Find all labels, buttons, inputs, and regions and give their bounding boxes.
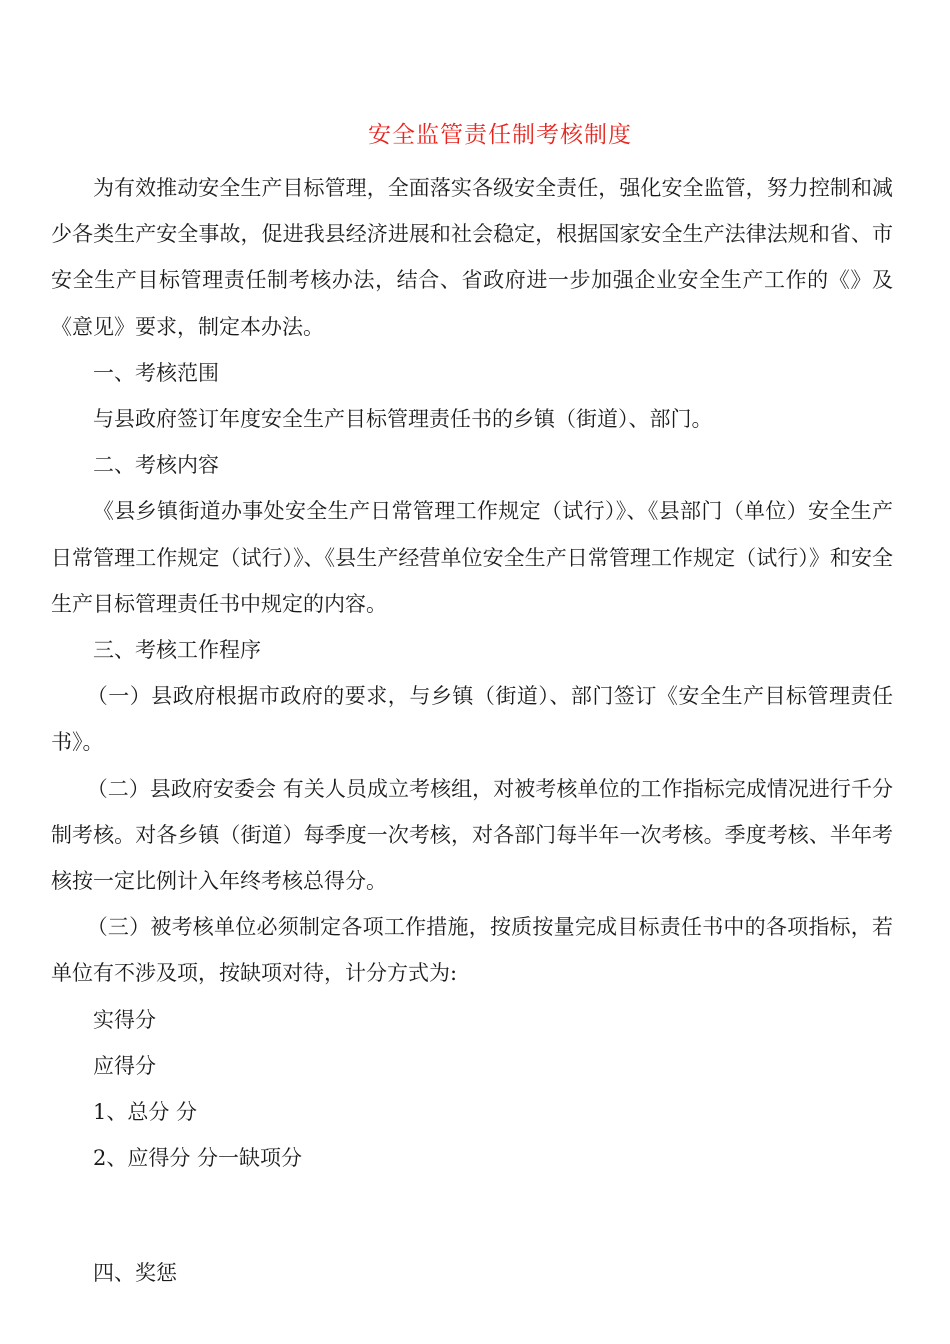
- section-heading-rewards: 四、奖惩: [93, 1261, 177, 1286]
- procedure-item-1: （一）县政府根据市政府的要求，与乡镇（街道）、部门签订《安全生产目标管理责任书》。: [51, 684, 893, 755]
- content-paragraph: 《县乡镇街道办事处安全生产日常管理工作规定（试行）》、《县部门（单位）安全生产日常管理工作规定（试行）》、《县生产经营单位安全生产日常管理工作规定（试行）》和安全生产目标管理责任书中规定的内容。: [51, 499, 893, 616]
- procedure-item-3: （三）被考核单位必须制定各项工作措施，按质按量完成目标责任书中的各项指标，若单位有不涉及项，按缺项对待，计分方式为:: [51, 915, 893, 986]
- formula-denominator: 应得分: [93, 1053, 156, 1078]
- section-heading-content: 二、考核内容: [93, 453, 219, 478]
- intro-paragraph: 为有效推动安全生产目标管理，全面落实各级安全责任，强化安全监管，努力控制和减少各类生产安全事故，促进我县经济进展和社会稳定，根据国家安全生产法律法规和省、市安全生产目标管理责任制考核办法，结合、省政府进一步加强企业安全生产工作的《》及《意见》要求，制定本办法。: [51, 176, 893, 339]
- document-body: [51, 165, 893, 1297]
- section-heading-scope: 一、考核范围: [93, 360, 219, 385]
- procedure-item-2: （二）县政府安委会 有关人员成立考核组，对被考核单位的工作指标完成情况进行千分制考核。对各乡镇（街道）每季度一次考核，对各部门每半年一次考核。季度考核、半年考核按一定比例计入年终考核总得分。: [51, 776, 893, 894]
- spacer: [51, 1181, 893, 1250]
- formula-note-1: 1、总分 分: [93, 1100, 198, 1125]
- document-title: 安全监管责任制考核制度: [368, 122, 632, 148]
- scope-paragraph: 与县政府签订年度安全生产目标管理责任书的乡镇（街道）、部门。: [93, 407, 713, 432]
- section-heading-procedure: 三、考核工作程序: [93, 638, 261, 663]
- formula-numerator: 实得分: [93, 1007, 156, 1032]
- formula-note-2: 2、应得分 分一缺项分: [93, 1146, 303, 1171]
